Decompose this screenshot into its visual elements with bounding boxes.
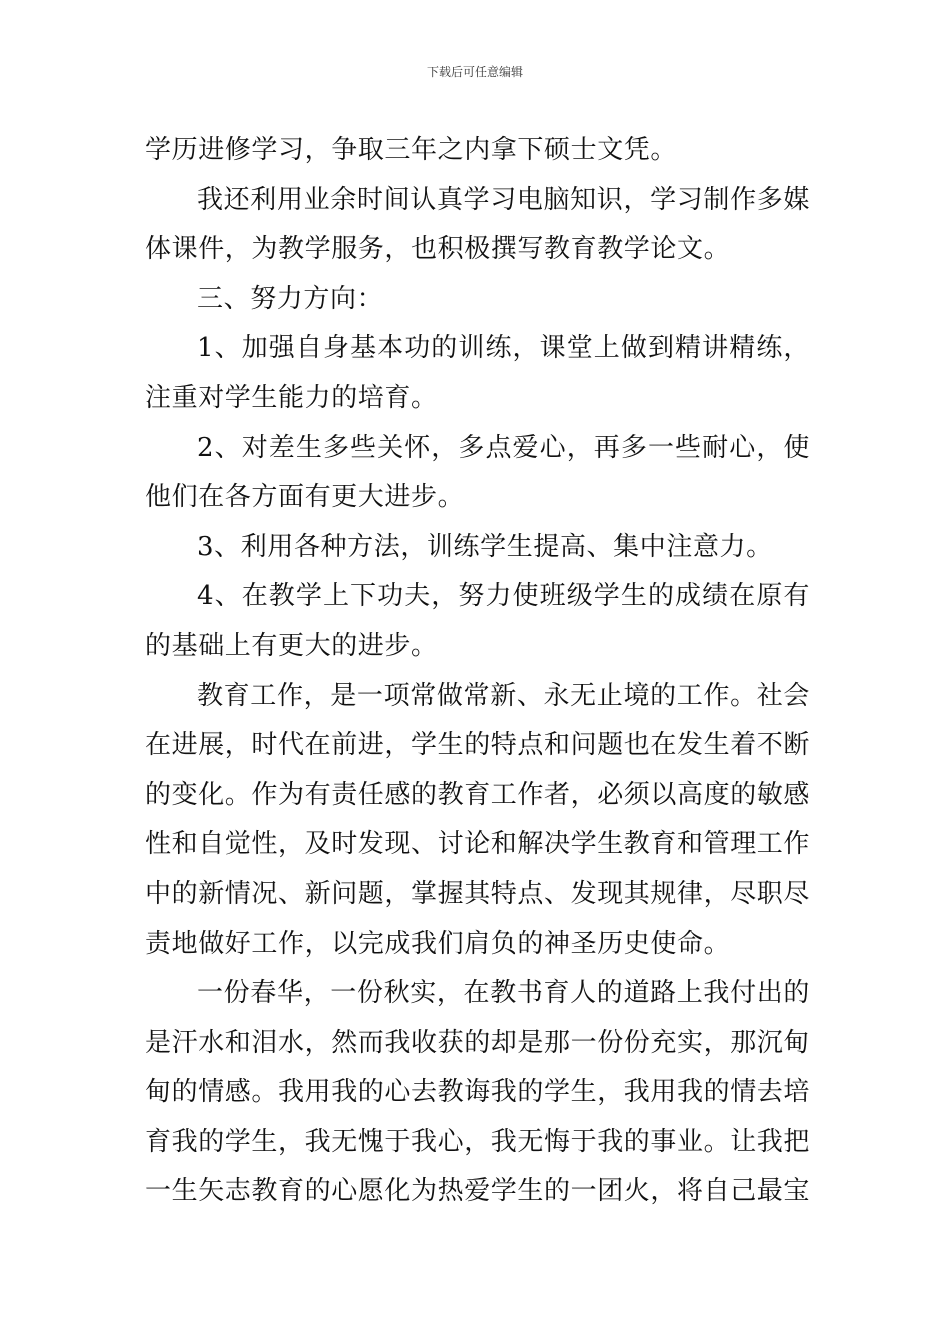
- paragraph-spring-autumn: 一份春华，一份秋实，在教书育人的道路上我付出的是汗水和泪水，然而我收获的却是那一份份充实，那沉甸甸的情感。我用我的心去教诲我的学生，我用我的情去培育我的学生，我无愧于我心，我无悔于我的事业。让我把一生矢志教育的心愿化为热爱学生的一团火，将自己最宝: [145, 978, 811, 1207]
- paragraph-computer-skills: 我还利用业余时间认真学习电脑知识，学习制作多媒体课件，为教学服务，也积极撰写教育教学论文。: [145, 184, 810, 265]
- section-heading-directions: 三、努力方向：: [197, 283, 384, 314]
- list-item-2: 2、对差生多些关怀，多点爱心，再多一些耐心，使他们在各方面有更大进步。: [145, 432, 810, 513]
- list-item-3: 3、利用各种方法，训练学生提高、集中注意力。: [197, 531, 773, 562]
- list-item-1: 1、加强自身基本功的训练，课堂上做到精讲精练，注重对学生能力的培育。: [145, 333, 810, 413]
- paragraph-continuation: 学历进修学习，争取三年之内拿下硕士文凭。: [145, 135, 678, 165]
- list-item-4: 4、在教学上下功夫，努力使班级学生的成绩在原有的基础上有更大的进步。: [145, 581, 810, 661]
- paragraph-education-work: 教育工作，是一项常做常新、永无止境的工作。社会在进展，时代在前进，学生的特点和问题也在发生着不断的变化。作为有责任感的教育工作者，必须以高度的敏感性和自觉性，及时发现、讨论和解决学生教育和管理工作中的新情况、新问题，掌握其特点、发现其规律，尽职尽责地做好工作，以完成我们肩负的神圣历史使命。: [145, 680, 811, 959]
- document-body: [145, 126, 810, 1217]
- page-header-note: 下载后可任意编辑: [426, 65, 523, 79]
